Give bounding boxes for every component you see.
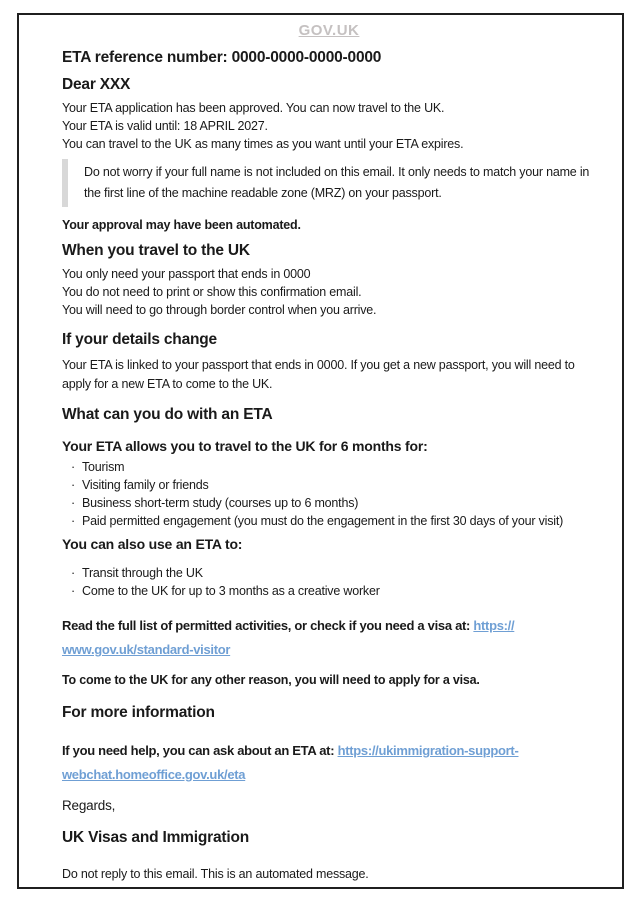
help-line xyxy=(62,739,596,763)
email-document xyxy=(17,13,624,889)
travel-line-no-print: You do not need to print or show this confirmation email. xyxy=(62,285,362,299)
sender-name: UK Visas and Immigration xyxy=(62,829,249,846)
travel-paragraph xyxy=(62,265,596,319)
section-title-what-can-you-do: What can you do with an ETA xyxy=(62,406,273,423)
travel-line-passport: You only need your passport that ends in 0000 xyxy=(62,267,311,281)
salutation: Dear XXX xyxy=(62,76,131,93)
intro-line-travel-times: You can travel to the UK as many times as you want until your ETA expires. xyxy=(62,137,464,151)
list-item: · Paid permitted engagement (you must do the engagement in the first 30 days of your visit) xyxy=(62,512,596,530)
also-use-list xyxy=(62,564,596,600)
help-text: If you need help, you can ask about an ETA at: xyxy=(62,743,338,758)
section-title-more-information: For more information xyxy=(62,704,215,721)
list-item: · Visiting family or friends xyxy=(62,476,596,494)
help-line-2 xyxy=(62,763,596,787)
webchat-link[interactable]: webchat.homeoffice.gov.uk/eta xyxy=(62,767,246,782)
section-title-details-change: If your details change xyxy=(62,331,217,348)
list-item: · Business short-term study (courses up to 6 months) xyxy=(62,494,596,512)
webchat-link[interactable]: https://ukimmigration-support- xyxy=(337,743,519,758)
standard-visitor-link[interactable]: https:// xyxy=(473,618,515,633)
name-notice-quote: Do not worry if your full name is not included on this email. It only needs to match your name in the first line of the machine readable zone (MRZ) on your passport. xyxy=(62,159,595,207)
allows-lead: Your ETA allows you to travel to the UK for 6 months for: xyxy=(62,438,428,454)
standard-visitor-link[interactable]: www.gov.uk/standard-visitor xyxy=(62,642,231,657)
intro-line-valid-until: Your ETA is valid until: 18 APRIL 2027. xyxy=(62,119,268,133)
list-item: · Come to the UK for up to 3 months as a creative worker xyxy=(62,582,596,600)
section-title-when-you-travel: When you travel to the UK xyxy=(62,242,250,259)
footer-note: Do not reply to this email. This is an automated message. xyxy=(62,867,369,881)
govuk-logo-link[interactable]: GOV.UK xyxy=(298,22,360,39)
read-permitted-line-2 xyxy=(62,638,596,662)
read-permitted-line xyxy=(62,614,596,638)
eta-reference-heading: ETA reference number: 0000-0000-0000-0000 xyxy=(62,49,382,66)
allows-list xyxy=(62,458,596,530)
details-change-paragraph: Your ETA is linked to your passport that ends in 0000. If you get a new passport, you will need to apply for a new ETA to come to the UK. xyxy=(62,358,575,391)
travel-line-border-control: You will need to go through border control when you arrive. xyxy=(62,303,377,317)
other-reason-note: To come to the UK for any other reason, you will need to apply for a visa. xyxy=(62,673,480,687)
list-item: · Transit through the UK xyxy=(62,564,596,582)
intro-line-approved: Your ETA application has been approved. You can now travel to the UK. xyxy=(62,101,445,115)
automated-approval-note: Your approval may have been automated. xyxy=(62,218,301,232)
govuk-logo xyxy=(62,21,596,40)
intro-paragraph xyxy=(62,99,596,153)
regards: Regards, xyxy=(62,798,116,813)
read-permitted-text: Read the full list of permitted activities, or check if you need a visa at: xyxy=(62,618,474,633)
also-use-lead: You can also use an ETA to: xyxy=(62,536,243,552)
list-item: · Tourism xyxy=(62,458,596,476)
